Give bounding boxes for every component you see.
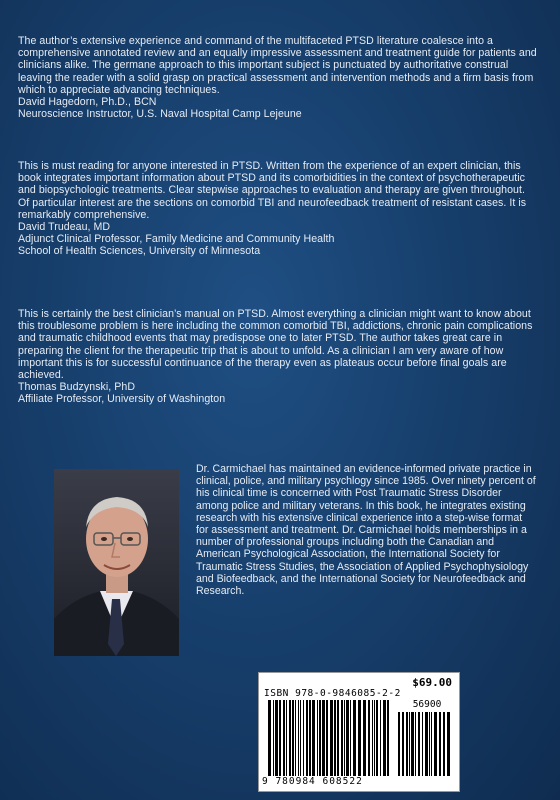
barcode-bar — [273, 700, 274, 776]
barcode-bar — [376, 700, 378, 776]
barcode-bar — [363, 700, 366, 776]
barcode-bar — [300, 700, 301, 776]
barcode-bar — [406, 712, 408, 776]
barcode-bar — [368, 700, 370, 776]
reviewer-name: David Trudeau, MD — [18, 221, 111, 234]
review-trudeau — [18, 160, 538, 258]
barcode-bar — [353, 700, 356, 776]
barcode-bar — [415, 712, 416, 776]
price-addon-code: 56900 — [412, 699, 442, 710]
barcode-bar — [443, 712, 445, 776]
barcode-bar — [303, 700, 304, 776]
barcode-bar — [295, 700, 296, 776]
barcode-bar — [374, 700, 375, 776]
addon-barcode — [398, 712, 452, 776]
barcode-bar — [317, 700, 318, 776]
barcode-bar — [358, 700, 361, 776]
ean-barcode — [268, 700, 392, 776]
reviewer-affiliation: Affiliate Professor, University of Washington — [18, 393, 226, 406]
barcode-bar — [398, 712, 400, 776]
barcode-bar — [380, 700, 381, 776]
barcode-bar — [306, 700, 308, 776]
barcode-bar — [409, 712, 410, 776]
review-text: This is certainly the best clinician’s manual on PTSD. Almost everything a clinician might want to know about this troublesome problem is here including the common comorbid TBI, addictions, chronic pain complications and traumatic childhood events that may predispose one to later PTSD. The author takes great care in preparing the client for the therapeutic trip that is about to unfold. As a clinician I am very aware of how important this is for successful continuance of the therapy even as plateaus occur before final goals are achieved. — [18, 308, 533, 382]
barcode-bar — [326, 700, 328, 776]
barcode-bar — [344, 700, 345, 776]
barcode-bar — [425, 712, 428, 776]
review-text: The author’s extensive experience and command of the multifaceted PTSD literature coalesce into a comprehensive annotated review and an equally impressive assessment and treatment guide for patients and clinicians alike. The germane approach to this important subject is punctuated by authoritative construal leaving the reader with a solid grasp on practical assessment and intervention methods and a firm basis from which to appreciate advancing techniques. — [18, 35, 537, 96]
reviewer-affiliation: Adjunct Clinical Professor, Family Medicine and Community Health — [18, 233, 335, 246]
barcode-bar — [411, 712, 414, 776]
barcode-bar — [309, 700, 311, 776]
barcode-bar — [350, 700, 351, 776]
author-photo — [54, 469, 179, 656]
reviewer-affiliation: Neuroscience Instructor, U.S. Naval Hospital Camp Lejeune — [18, 108, 302, 121]
barcode-bar — [334, 700, 336, 776]
reviewer-name: Thomas Budzynski, PhD — [18, 381, 136, 394]
barcode-bar — [346, 700, 349, 776]
barcode-bar — [330, 700, 333, 776]
review-budzynski — [18, 308, 538, 406]
price: $69.00 — [412, 676, 452, 689]
barcode-bar — [429, 712, 430, 776]
barcode-bar — [283, 700, 285, 776]
barcode-bar — [268, 700, 271, 776]
barcode-bar — [341, 700, 343, 776]
barcode-bar — [418, 712, 420, 776]
barcode-bar — [447, 712, 450, 776]
barcode-bar — [322, 700, 325, 776]
barcode-bar — [422, 712, 423, 776]
barcode-bar — [275, 700, 278, 776]
reviewer-name: David Hagedorn, Ph.D., BCN — [18, 96, 157, 109]
barcode-bar — [387, 700, 389, 776]
isbn-text: ISBN 978-0-9846085-2-2 — [264, 688, 401, 699]
author-bio: Dr. Carmichael has maintained an evidence-informed private practice in clinical, police, and military psychlogy since 1985. Over ninety percent of his clinical time is concerned with Post Traumatic Stress Disorder among police and military veterans. In this book, he integrates existing research with his extensive clinical experience into a step-wise format for assessment and treatment. Dr. Carmichael holds memberships in a number of professional groups including both the Canadian and American Psychological Association, the International Society for Traumatic Stress Studies, the Association of Applied Psychophysiology and Biofeedback, and the International Society for Neurofeedback and Research. — [196, 463, 536, 598]
barcode-bar — [337, 700, 339, 776]
barcode-bar — [372, 700, 373, 776]
barcode-bar — [292, 700, 294, 776]
barcode-bar — [402, 712, 404, 776]
barcode-bar — [279, 700, 281, 776]
reviewer-affiliation-2: School of Health Sciences, University of Minnesota — [18, 245, 261, 258]
barcode-bar — [286, 700, 287, 776]
barcode-bar — [383, 700, 386, 776]
barcode-bar — [319, 700, 321, 776]
barcode-bar — [312, 700, 315, 776]
barcode-bar — [298, 700, 299, 776]
review-hagedorn — [18, 35, 538, 120]
review-text: This is must reading for anyone interested in PTSD. Written from the experience of an expert clinician, this book integrates important information about PTSD and its comorbidities in the context of psychotherapeutic and biopsychologic treatments. Clear stepwise approaches to evaluation and therapy are given throughout. Of particular interest are the sections on comorbid TBI and neurofeedback treatment of resistant cases. It is remarkably comprehensive. — [18, 160, 527, 221]
barcode-bar — [289, 700, 291, 776]
barcode-bar — [431, 712, 432, 776]
barcode-bar — [439, 712, 441, 776]
ean-digits: 9 780984 608522 — [262, 776, 363, 787]
barcode-bar — [434, 712, 437, 776]
